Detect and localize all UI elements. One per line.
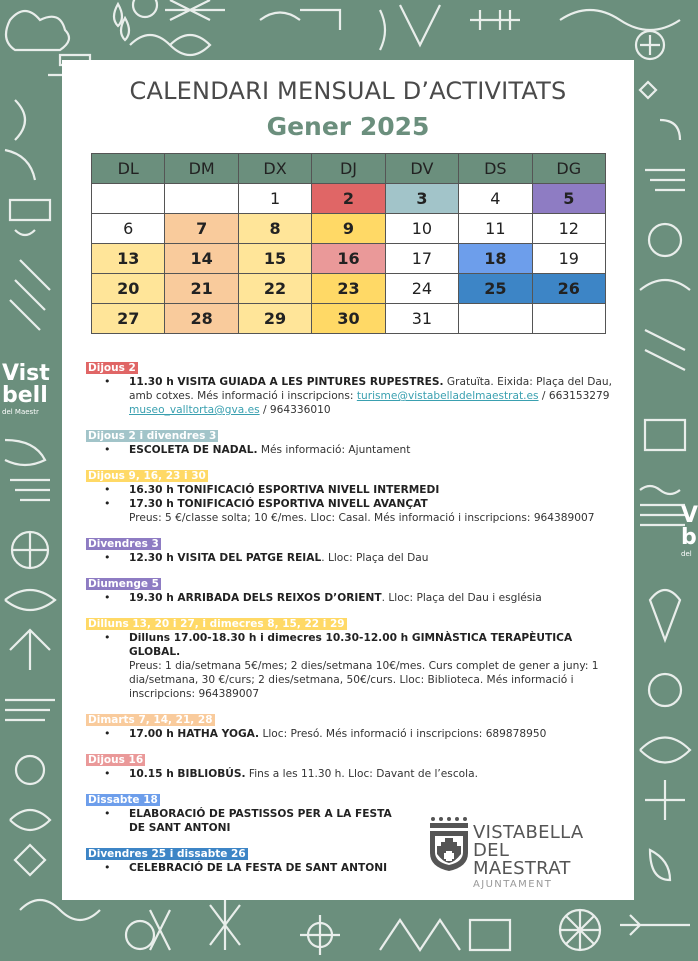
calendar-day-29: 29 [238,304,311,334]
event-phone: / 964336010 [259,404,331,416]
calendar-week-row [92,214,606,244]
logo-line1: VISTABELLA [473,822,584,843]
event-item [86,443,616,457]
event-item [86,807,399,835]
event-item [86,551,616,565]
event-item [86,375,616,417]
calendar-day-13: 13 [92,244,165,274]
event-date-badge: Divendres 25 i dissabte 26 [88,848,246,860]
event-group [86,361,616,417]
event-date-badge: Diumenge 5 [88,578,159,590]
calendar-empty-cell [165,184,238,214]
event-date-badge: Dijous 2 [88,362,136,374]
vistabella-logo [429,816,609,890]
event-date-badge: Dimarts 7, 14, 21, 28 [88,714,213,726]
event-title: 17.00 h HATHA YOGA. [129,728,260,740]
event-group [86,469,616,525]
calendar-day-22: 22 [238,274,311,304]
event-date-badge: Dijous 16 [88,754,144,766]
side-logo-left [2,363,50,416]
event-item [86,727,616,741]
event-group [86,617,616,701]
side-logo-right-line2: b [681,525,697,550]
side-logo-right-line3: del [681,550,692,558]
weekday-header-dj: DJ [312,154,385,184]
event-title: ELABORACIÓ DE PASTISSOS PER A LA FESTA DE SANT ANTONI [129,808,392,834]
event-item [86,631,616,701]
weekday-header-dg: DG [532,154,605,184]
weekday-header-dl: DL [92,154,165,184]
calendar-empty-cell [459,304,532,334]
event-group [86,537,616,565]
event-date-badge: Divendres 3 [88,538,159,550]
calendar-empty-cell [92,184,165,214]
calendar-day-25: 25 [459,274,532,304]
calendar-day-3: 3 [385,184,458,214]
event-title: 17.30 h TONIFICACIÓ ESPORTIVA NIVELL AVANÇAT [129,498,428,510]
event-date-badge: Dilluns 13, 20 i 27, i dimecres 8, 15, 22 i 29 [88,618,345,630]
event-details: Gratuïta. Eixida: Plaça del Dau, amb cotxes. Més informació i inscripcions: [129,376,612,402]
event-item [86,767,616,781]
event-item [86,483,616,497]
calendar-day-6: 6 [92,214,165,244]
calendar-day-27: 27 [92,304,165,334]
calendar-day-8: 8 [238,214,311,244]
email-link-turisme[interactable]: turisme@vistabelladelmaestrat.es [356,390,539,402]
calendar-day-19: 19 [532,244,605,274]
calendar-day-23: 23 [312,274,385,304]
side-logo-line1: Vist [2,361,50,386]
event-group [86,577,616,605]
event-details: Més informació: Ajuntament [257,444,411,456]
calendar-day-9: 9 [312,214,385,244]
calendar-day-20: 20 [92,274,165,304]
calendar-week-row [92,304,606,334]
calendar-week-row [92,184,606,214]
calendar-grid [91,153,606,334]
event-date-badge: Dissabte 18 [88,794,158,806]
event-title: 10.15 h BIBLIOBÚS. [129,768,246,780]
calendar-empty-cell [532,304,605,334]
event-details: Lloc: Presó. Més informació i inscripcions: 689878950 [259,728,547,740]
calendar-day-18: 18 [459,244,532,274]
weekday-header-dv: DV [385,154,458,184]
event-title: CELEBRACIÓ DE LA FESTA DE SANT ANTONI [129,862,388,874]
calendar-week-row [92,244,606,274]
event-title: 12.30 h VISITA DEL PATGE REIAL [129,552,322,564]
events-list [86,361,616,887]
email-link-museo[interactable]: museo_valltorta@gva.es [129,404,260,416]
calendar-day-16: 16 [312,244,385,274]
event-item [86,497,616,525]
calendar-day-17: 17 [385,244,458,274]
calendar-day-21: 21 [165,274,238,304]
event-title: 11.30 h VISITA GUIADA A LES PINTURES RUPESTRES. [129,376,444,388]
calendar-day-15: 15 [238,244,311,274]
calendar-panel [62,60,634,900]
calendar-day-11: 11 [459,214,532,244]
calendar-day-31: 31 [385,304,458,334]
event-note: Preus: 5 €/classe solta; 10 €/mes. Lloc: Casal. Més informació i inscripcions: 964389007 [129,512,595,524]
event-title: Dilluns 17.00-18.30 h i dimecres 10.30-12.00 h GIMNÀSTICA TERAPÈUTICA GLOBAL. [129,632,573,658]
calendar-day-24: 24 [385,274,458,304]
event-note: Preus: 1 dia/setmana 5€/mes; 2 dies/setmana 10€/mes. Curs complet de gener a juny: 1 dia/setmana, 30 €/curs; 2 dies/setmana, 50€/curs. Lloc: Biblioteca. Més informació i inscripcions: 964389007 [129,660,599,700]
calendar-week-row [92,274,606,304]
event-details: Fins a les 11.30 h. Lloc: Davant de l’escola. [245,768,478,780]
coat-of-arms-icon [429,816,469,872]
event-title: 16.30 h TONIFICACIÓ ESPORTIVA NIVELL INTERMEDI [129,484,440,496]
calendar-day-28: 28 [165,304,238,334]
calendar-day-10: 10 [385,214,458,244]
event-group [86,429,616,457]
month-title: Gener 2025 [266,112,430,141]
event-title: 19.30 h ARRIBADA DELS REIXOS D’ORIENT [129,592,382,604]
calendar-day-14: 14 [165,244,238,274]
side-logo-line2: bell [2,383,48,408]
weekday-header-ds: DS [459,154,532,184]
side-logo-line3: del Maestr [2,408,39,416]
event-title: ESCOLETA DE NADAL. [129,444,258,456]
weekday-header-dm: DM [165,154,238,184]
weekday-header-dx: DX [238,154,311,184]
event-details: . Lloc: Plaça del Dau [321,552,429,564]
event-date-badge: Dijous 9, 16, 23 i 30 [88,470,206,482]
calendar-weekday-header [92,154,606,184]
event-details: . Lloc: Plaça del Dau i església [381,592,542,604]
calendar-day-30: 30 [312,304,385,334]
calendar-day-26: 26 [532,274,605,304]
logo-line3: AJUNTAMENT [473,879,553,890]
calendar-day-2: 2 [312,184,385,214]
event-group [86,713,616,741]
side-logo-right-line1: V [681,503,698,528]
calendar-day-4: 4 [459,184,532,214]
side-logo-right [681,505,698,558]
page-title: CALENDARI MENSUAL D’ACTIVITATS [129,77,567,105]
event-phone: / 663153279 [538,390,610,402]
calendar-day-1: 1 [238,184,311,214]
event-date-badge: Dijous 2 i divendres 3 [88,430,217,442]
logo-line2: DEL MAESTRAT [473,840,571,879]
calendar-day-12: 12 [532,214,605,244]
event-item [86,591,616,605]
event-item [86,861,399,875]
calendar-day-5: 5 [532,184,605,214]
calendar-day-7: 7 [165,214,238,244]
event-group [86,753,616,781]
